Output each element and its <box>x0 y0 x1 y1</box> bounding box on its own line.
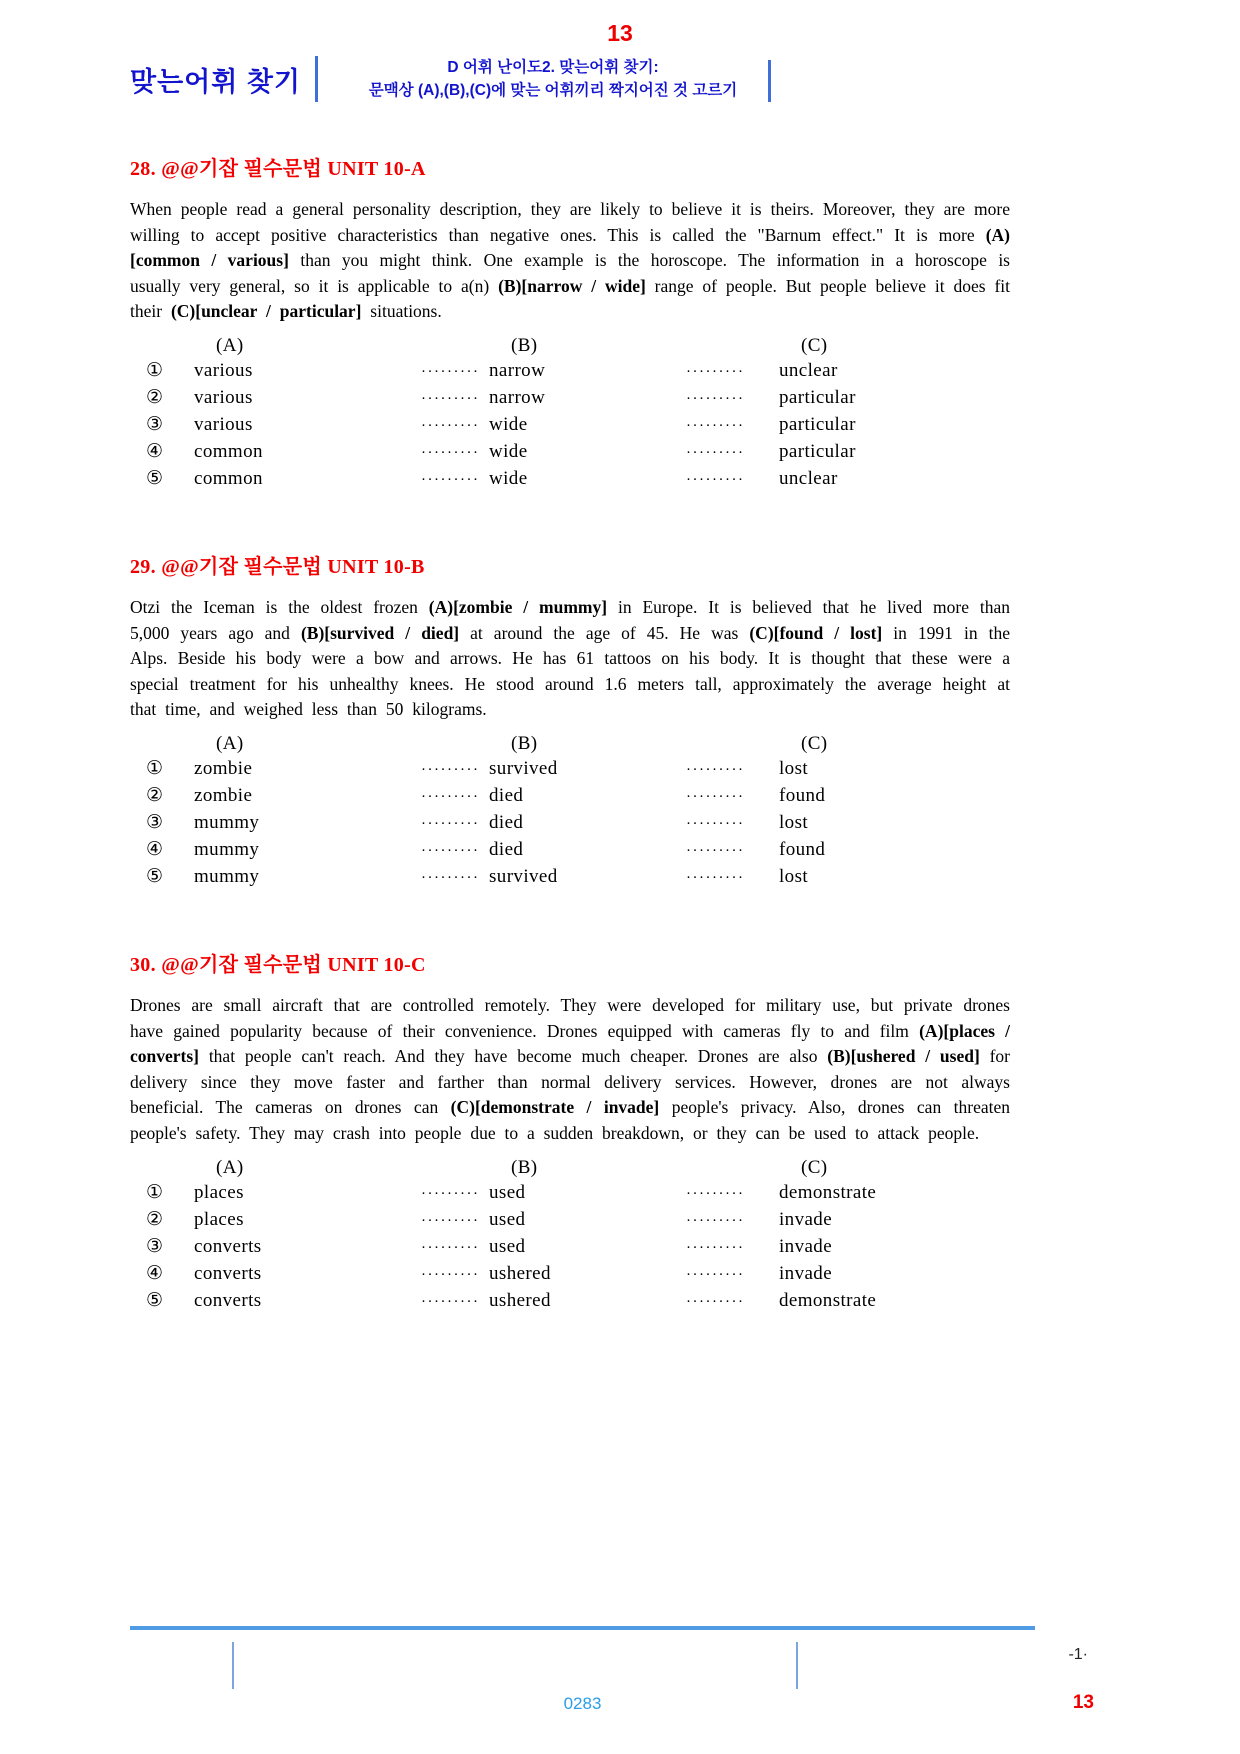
question-number: 30. <box>130 953 156 976</box>
question-title <box>130 550 1010 579</box>
question-passage <box>130 993 1010 1147</box>
question-title-text: @@기잡 필수문법 UNIT 10-B <box>161 555 425 578</box>
dotted-leader: ········· <box>421 1212 480 1229</box>
header-description-line2: 문맥상 (A),(B),(C)에 맞는 어휘끼리 짝지어진 것 고르기 <box>368 82 738 99</box>
column-header: (C) <box>801 1156 828 1178</box>
option-value-c: invade <box>779 1208 833 1230</box>
option-value-b: narrow <box>489 359 546 381</box>
dotted-leader: ········· <box>421 788 480 805</box>
column-header: (B) <box>511 732 538 754</box>
dotted-leader: ········· <box>686 761 745 778</box>
inline-choice-pair: (B)[survived / died] <box>300 622 460 643</box>
option-number[interactable]: ③ <box>146 413 164 435</box>
footer-tick-right <box>796 1642 798 1689</box>
question-29 <box>130 550 1010 891</box>
option-value-a: converts <box>194 1262 262 1284</box>
passage-text: that people can't reach. And they have become much cheaper. Drones are also <box>199 1046 828 1067</box>
dotted-leader: ········· <box>421 390 480 407</box>
dotted-leader: ········· <box>686 842 745 859</box>
option-value-c: found <box>779 838 826 860</box>
option-value-b: used <box>489 1235 526 1257</box>
dotted-leader: ········· <box>686 1212 745 1229</box>
question-title-text: @@기잡 필수문법 UNIT 10-C <box>161 953 426 976</box>
option-number[interactable]: ② <box>146 386 164 408</box>
option-value-a: various <box>194 413 253 435</box>
option-row <box>146 466 1010 493</box>
footer-page-note: -1· <box>1068 1646 1088 1663</box>
dotted-leader: ········· <box>421 815 480 832</box>
option-value-c: lost <box>779 757 809 779</box>
top-page-number: 13 <box>607 20 633 46</box>
footer-tick-left <box>232 1642 234 1689</box>
option-value-c: particular <box>779 386 856 408</box>
option-value-b: ushered <box>489 1289 551 1311</box>
option-value-a: places <box>194 1181 244 1203</box>
option-value-c: invade <box>779 1235 833 1257</box>
option-value-b: died <box>489 811 524 833</box>
passage-text: people's privacy. Also, drones can threaten people's safety. They may crash into people due to a sudden breakdown, or they can be used to attack people. <box>130 1097 1010 1143</box>
inline-choice-pair: (A)[common / various] <box>130 224 1010 271</box>
option-row <box>146 783 1010 810</box>
question-28 <box>130 152 1010 493</box>
option-row <box>146 1261 1010 1288</box>
option-number[interactable]: ⑤ <box>146 467 164 489</box>
option-value-a: common <box>194 440 263 462</box>
option-value-c: found <box>779 784 826 806</box>
footer-rule-line <box>130 1626 1035 1630</box>
option-row <box>146 385 1010 412</box>
option-value-c: demonstrate <box>779 1289 877 1311</box>
inline-choice-pair: (C)[unclear / particular] <box>170 301 362 322</box>
option-number[interactable]: ③ <box>146 811 164 833</box>
dotted-leader: ········· <box>686 1266 745 1283</box>
passage-text: than you might think. One example is the horoscope. The information in a horoscope is usually very general, so it is applicable to a(n) <box>130 250 1010 296</box>
option-value-b: narrow <box>489 386 546 408</box>
question-number: 29. <box>130 555 156 578</box>
option-row <box>146 1180 1010 1207</box>
option-value-c: demonstrate <box>779 1181 877 1203</box>
option-row <box>146 1207 1010 1234</box>
dotted-leader: ········· <box>421 869 480 886</box>
dotted-leader: ········· <box>421 1266 480 1283</box>
question-number: 28. <box>130 158 156 180</box>
option-number[interactable]: ⑤ <box>146 865 164 887</box>
dotted-leader: ········· <box>686 1239 745 1256</box>
dotted-leader: ········· <box>686 444 745 461</box>
passage-text: When people read a general personality description, they are likely to believe it is theirs. Moreover, they are more willing to accept positive characteristics than negative ones. This is called the "Barnum effect." It is more <box>130 199 1010 245</box>
option-number[interactable]: ③ <box>146 1235 164 1257</box>
header-divider-line-right <box>768 60 771 102</box>
column-header: (C) <box>801 334 828 356</box>
header-section-title: 맞는어휘 찾기 <box>130 66 301 97</box>
passage-text: situations. <box>361 301 442 322</box>
dotted-leader: ········· <box>686 471 745 488</box>
option-number[interactable]: ⑤ <box>146 1289 164 1311</box>
passage-text: at around the age of 45. He was <box>459 622 750 643</box>
option-value-c: invade <box>779 1262 833 1284</box>
option-value-c: lost <box>779 865 809 887</box>
options-header-row <box>146 1155 1010 1180</box>
option-row <box>146 837 1010 864</box>
passage-text: Drones are small aircraft that are controlled remotely. They were developed for military use, but private drones have gained popularity because of their convenience. Drones equipped with cameras fly to and film <box>130 994 1010 1041</box>
option-value-a: converts <box>194 1289 262 1311</box>
inline-choice-pair: (C)[found / lost] <box>749 622 883 643</box>
option-value-b: wide <box>489 413 528 435</box>
option-value-a: mummy <box>194 865 260 887</box>
option-number[interactable]: ④ <box>146 1262 164 1284</box>
inline-choice-pair: (B)[ushered / used] <box>827 1046 980 1067</box>
option-number[interactable]: ② <box>146 784 164 806</box>
option-row <box>146 1288 1010 1315</box>
header-divider-line <box>315 56 318 102</box>
option-number[interactable]: ① <box>146 757 164 779</box>
options-table <box>146 333 1010 493</box>
passage-text: in 1991 in the Alps. Beside his body were a bow and arrows. He has 61 tattoos on his body. It is thought that these were a special treatment for his unhealthy knees. He stood around 1.6 meters tall, approximately the average height at that time, and weighed less than 50 kilograms. <box>130 622 1010 720</box>
footer-document-code: 0283 <box>563 1694 602 1713</box>
options-header-row <box>146 333 1010 358</box>
column-header: (A) <box>216 334 244 356</box>
option-number[interactable]: ② <box>146 1208 164 1230</box>
option-row <box>146 810 1010 837</box>
question-passage <box>130 197 1010 325</box>
option-value-c: unclear <box>779 359 838 381</box>
option-value-b: ushered <box>489 1262 551 1284</box>
option-value-c: lost <box>779 811 809 833</box>
option-value-a: mummy <box>194 811 260 833</box>
dotted-leader: ········· <box>421 761 480 778</box>
dotted-leader: ········· <box>686 869 745 886</box>
option-value-b: died <box>489 838 524 860</box>
header-description-line1: D 어휘 난이도2. 맞는어휘 찾기: <box>447 59 659 76</box>
footer-page-number: 13 <box>1072 1692 1094 1713</box>
option-number[interactable]: ④ <box>146 440 164 462</box>
question-title <box>130 948 1010 977</box>
option-number[interactable]: ④ <box>146 838 164 860</box>
option-value-b: wide <box>489 440 528 462</box>
options-table <box>146 1155 1010 1315</box>
inline-choice-pair: (A)[places / converts] <box>130 1020 1010 1067</box>
inline-choice-pair: (B)[narrow / wide] <box>498 275 646 296</box>
column-header: (A) <box>216 1156 244 1178</box>
option-row <box>146 756 1010 783</box>
dotted-leader: ········· <box>686 363 745 380</box>
option-value-a: mummy <box>194 838 260 860</box>
option-value-a: converts <box>194 1235 262 1257</box>
dotted-leader: ········· <box>686 390 745 407</box>
question-30 <box>130 948 1010 1315</box>
option-value-a: various <box>194 386 253 408</box>
option-value-a: various <box>194 359 253 381</box>
dotted-leader: ········· <box>421 471 480 488</box>
column-header: (B) <box>511 334 538 356</box>
passage-text: range of people. But people believe it does fit their <box>130 275 1010 322</box>
question-passage <box>130 595 1010 723</box>
option-value-b: used <box>489 1181 526 1203</box>
inline-choice-pair: (A)[zombie / mummy] <box>428 596 608 617</box>
option-row <box>146 1234 1010 1261</box>
option-value-a: common <box>194 467 263 489</box>
dotted-leader: ········· <box>686 417 745 434</box>
dotted-leader: ········· <box>421 363 480 380</box>
option-value-c: particular <box>779 413 856 435</box>
option-value-a: zombie <box>194 784 253 806</box>
option-row <box>146 358 1010 385</box>
option-value-b: survived <box>489 865 558 887</box>
dotted-leader: ········· <box>686 788 745 805</box>
column-header: (A) <box>216 732 244 754</box>
dotted-leader: ········· <box>421 842 480 859</box>
worksheet-header <box>130 56 778 102</box>
option-row <box>146 864 1010 891</box>
option-value-a: places <box>194 1208 244 1230</box>
options-header-row <box>146 731 1010 756</box>
option-value-a: zombie <box>194 757 253 779</box>
option-number[interactable]: ① <box>146 359 164 381</box>
dotted-leader: ········· <box>421 1293 480 1310</box>
question-title-text: @@기잡 필수문법 UNIT 10-A <box>161 158 426 180</box>
question-title <box>130 152 1010 181</box>
column-header: (C) <box>801 732 828 754</box>
dotted-leader: ········· <box>421 444 480 461</box>
option-value-c: particular <box>779 440 856 462</box>
option-value-c: unclear <box>779 467 838 489</box>
option-value-b: used <box>489 1208 526 1230</box>
passage-text: for delivery since they move faster and farther than normal delivery services. However, drones are not always beneficial. The cameras on drones can <box>130 1046 1010 1118</box>
dotted-leader: ········· <box>421 417 480 434</box>
option-number[interactable]: ① <box>146 1181 164 1203</box>
option-value-b: died <box>489 784 524 806</box>
passage-text: in Europe. It is believed that he lived more than 5,000 years ago and <box>130 596 1011 643</box>
inline-choice-pair: (C)[demonstrate / invade] <box>450 1097 660 1118</box>
passage-text: Otzi the Iceman is the oldest frozen <box>130 596 429 617</box>
dotted-leader: ········· <box>686 1185 745 1202</box>
column-header: (B) <box>511 1156 538 1178</box>
dotted-leader: ········· <box>686 815 745 832</box>
questions-area <box>130 152 1010 1372</box>
option-row <box>146 439 1010 466</box>
dotted-leader: ········· <box>421 1239 480 1256</box>
option-value-b: wide <box>489 467 528 489</box>
header-description <box>328 56 778 102</box>
options-table <box>146 731 1010 891</box>
option-row <box>146 412 1010 439</box>
dotted-leader: ········· <box>421 1185 480 1202</box>
dotted-leader: ········· <box>686 1293 745 1310</box>
option-value-b: survived <box>489 757 558 779</box>
